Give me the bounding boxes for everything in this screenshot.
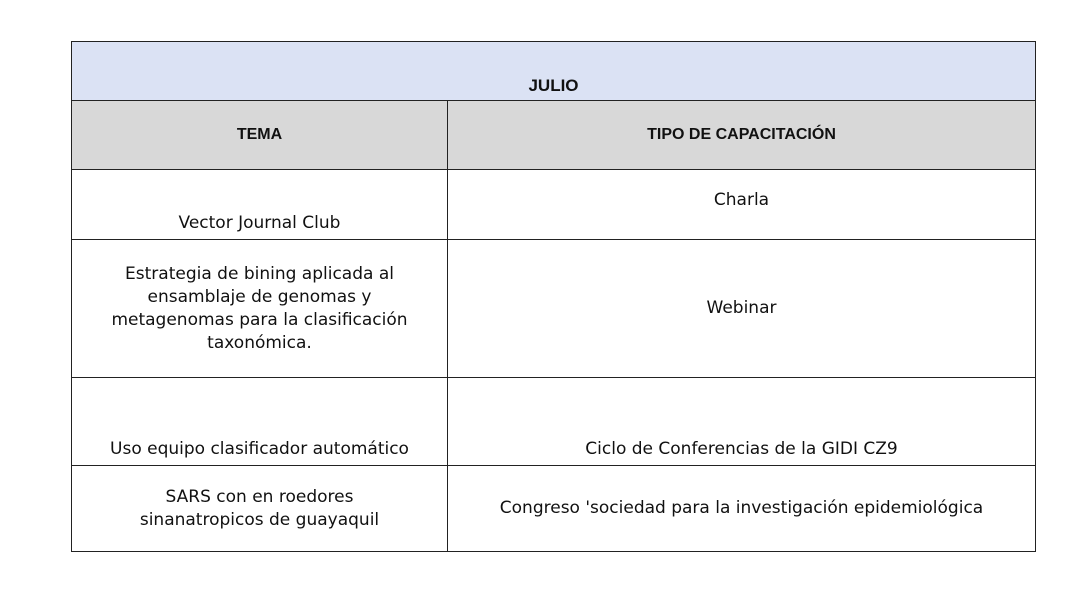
cell-tema-line: ensamblaje de genomas y [147,286,372,307]
table-row [72,378,1036,466]
cell-tema-line: Estrategia de bining aplicada al [125,263,394,284]
cell-tema [72,240,448,378]
header-tema: TEMA [72,101,448,170]
month-title: JULIO [72,42,1036,101]
cell-tema-line: sinanatropicos de guayaquil [139,509,380,530]
cell-tema: Uso equipo clasificador automático [72,378,448,466]
cell-tema-line: SARS con en roedores [165,486,354,507]
month-row [72,42,1036,101]
cell-tema-line: metagenomas para la clasificación [111,309,408,330]
cell-tema-line: taxonómica. [207,332,312,353]
cell-tipo: Webinar [448,240,1036,378]
cell-tipo: Congreso 'sociedad para la investigación epidemiológica [448,466,1036,552]
table-row [72,240,1036,378]
training-schedule-table [71,41,1036,552]
header-row [72,101,1036,170]
header-tipo-capacitacion: TIPO DE CAPACITACIÓN [448,101,1036,170]
cell-tema: Vector Journal Club [72,170,448,240]
table-row [72,466,1036,552]
cell-tipo: Charla [448,170,1036,240]
cell-tema [72,466,448,552]
cell-tipo: Ciclo de Conferencias de la GIDI CZ9 [448,378,1036,466]
table-row [72,170,1036,240]
